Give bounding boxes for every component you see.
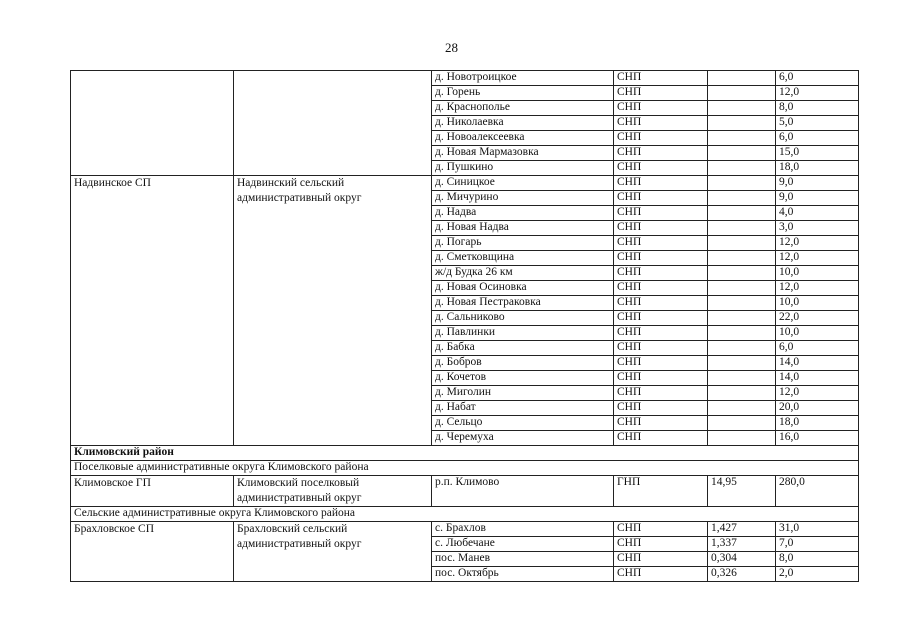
table-row (71, 522, 859, 537)
distance-cell: 8,0 (776, 101, 859, 116)
settlement-type-cell: СНП (614, 71, 708, 86)
distance-cell: 10,0 (776, 296, 859, 311)
settlement-name-cell: д. Миголин (432, 386, 614, 401)
settlement-name-cell: д. Новая Пестраковка (432, 296, 614, 311)
distance-cell: 10,0 (776, 326, 859, 341)
area-cell (708, 371, 776, 386)
settlement-name-cell: д. Николаевка (432, 116, 614, 131)
distance-cell: 7,0 (776, 537, 859, 552)
distance-cell: 14,0 (776, 356, 859, 371)
settlement-name-cell: р.п. Климово (432, 476, 614, 507)
settlement-type-cell: СНП (614, 296, 708, 311)
settlements-table (70, 70, 859, 582)
settlement-type-cell: СНП (614, 221, 708, 236)
settlement-type-cell: СНП (614, 326, 708, 341)
page-number: 28 (445, 40, 458, 55)
municipality-cell: Надвинское СП (71, 176, 234, 446)
settlement-type-cell: СНП (614, 371, 708, 386)
settlement-name-cell: д. Надва (432, 206, 614, 221)
settlement-type-cell: СНП (614, 206, 708, 221)
distance-cell: 14,0 (776, 371, 859, 386)
subsection-title: Сельские административные округа Климовского района (71, 507, 859, 522)
settlement-type-cell: ГНП (614, 476, 708, 507)
area-cell: 1,337 (708, 537, 776, 552)
settlement-name-cell: д. Новоалексеевка (432, 131, 614, 146)
distance-cell: 8,0 (776, 552, 859, 567)
distance-cell: 2,0 (776, 567, 859, 582)
distance-cell: 18,0 (776, 161, 859, 176)
area-cell (708, 161, 776, 176)
settlement-name-cell: д. Сальниково (432, 311, 614, 326)
area-cell (708, 191, 776, 206)
settlement-name-cell: д. Сельцо (432, 416, 614, 431)
distance-cell: 12,0 (776, 251, 859, 266)
area-cell (708, 101, 776, 116)
distance-cell: 6,0 (776, 131, 859, 146)
settlement-type-cell: СНП (614, 101, 708, 116)
distance-cell: 3,0 (776, 221, 859, 236)
settlement-type-cell: СНП (614, 311, 708, 326)
settlement-type-cell: СНП (614, 356, 708, 371)
area-cell (708, 251, 776, 266)
settlement-name-cell: д. Сметковщина (432, 251, 614, 266)
settlement-name-cell: д. Новая Осиновка (432, 281, 614, 296)
area-cell: 1,427 (708, 522, 776, 537)
settlement-name-cell: д. Павлинки (432, 326, 614, 341)
area-cell (708, 416, 776, 431)
settlement-type-cell: СНП (614, 552, 708, 567)
area-cell (708, 221, 776, 236)
settlement-name-cell: д. Мичурино (432, 191, 614, 206)
settlement-name-cell: д. Горень (432, 86, 614, 101)
distance-cell: 18,0 (776, 416, 859, 431)
subsection-title: Поселковые административные округа Климовского района (71, 461, 859, 476)
area-cell (708, 341, 776, 356)
area-cell (708, 281, 776, 296)
table-row (71, 476, 859, 507)
settlement-type-cell: СНП (614, 266, 708, 281)
distance-cell: 6,0 (776, 341, 859, 356)
settlement-name-cell: д. Краснополье (432, 101, 614, 116)
area-cell (708, 356, 776, 371)
settlement-type-cell: СНП (614, 522, 708, 537)
settlement-name-cell: д. Новотроицкое (432, 71, 614, 86)
distance-cell: 31,0 (776, 522, 859, 537)
settlement-type-cell: СНП (614, 537, 708, 552)
area-cell (708, 131, 776, 146)
okrug-cell: Надвинский сельский административный округ (234, 176, 432, 446)
area-cell (708, 311, 776, 326)
area-cell: 0,304 (708, 552, 776, 567)
settlement-name-cell: с. Любечане (432, 537, 614, 552)
municipality-cell: Брахловское СП (71, 522, 234, 582)
area-cell (708, 326, 776, 341)
distance-cell: 12,0 (776, 86, 859, 101)
settlement-name-cell: д. Кочетов (432, 371, 614, 386)
settlement-name-cell: д. Пушкино (432, 161, 614, 176)
settlement-name-cell: д. Синицкое (432, 176, 614, 191)
settlement-name-cell: д. Бобров (432, 356, 614, 371)
settlement-name-cell: д. Набат (432, 401, 614, 416)
distance-cell: 16,0 (776, 431, 859, 446)
settlement-type-cell: СНП (614, 431, 708, 446)
area-cell (708, 266, 776, 281)
table-body (71, 71, 859, 582)
settlement-type-cell: СНП (614, 236, 708, 251)
settlement-type-cell: СНП (614, 251, 708, 266)
settlement-name-cell: ж/д Будка 26 км (432, 266, 614, 281)
settlement-name-cell: пос. Октябрь (432, 567, 614, 582)
distance-cell: 20,0 (776, 401, 859, 416)
area-cell (708, 431, 776, 446)
distance-cell: 4,0 (776, 206, 859, 221)
distance-cell: 12,0 (776, 281, 859, 296)
settlement-type-cell: СНП (614, 567, 708, 582)
settlement-type-cell: СНП (614, 191, 708, 206)
table-row (71, 71, 859, 86)
distance-cell: 12,0 (776, 236, 859, 251)
settlement-type-cell: СНП (614, 386, 708, 401)
settlement-type-cell: СНП (614, 116, 708, 131)
distance-cell: 9,0 (776, 176, 859, 191)
area-cell (708, 86, 776, 101)
settlement-type-cell: СНП (614, 131, 708, 146)
area-cell (708, 401, 776, 416)
settlement-type-cell: СНП (614, 281, 708, 296)
area-cell (708, 116, 776, 131)
area-cell (708, 206, 776, 221)
table-row (71, 176, 859, 191)
distance-cell: 15,0 (776, 146, 859, 161)
subsection-row (71, 461, 859, 476)
area-cell (708, 71, 776, 86)
settlement-type-cell: СНП (614, 416, 708, 431)
area-cell (708, 386, 776, 401)
settlement-type-cell: СНП (614, 401, 708, 416)
distance-cell: 280,0 (776, 476, 859, 507)
section-row (71, 446, 859, 461)
area-cell: 14,95 (708, 476, 776, 507)
distance-cell: 12,0 (776, 386, 859, 401)
settlement-name-cell: пос. Манев (432, 552, 614, 567)
subsection-row (71, 507, 859, 522)
distance-cell: 5,0 (776, 116, 859, 131)
settlement-name-cell: д. Новая Надва (432, 221, 614, 236)
okrug-cell: Климовский поселковый административный округ (234, 476, 432, 507)
section-title: Климовский район (71, 446, 859, 461)
distance-cell: 10,0 (776, 266, 859, 281)
distance-cell: 22,0 (776, 311, 859, 326)
distance-cell: 9,0 (776, 191, 859, 206)
okrug-cell: Брахловский сельский административный округ (234, 522, 432, 582)
settlement-type-cell: СНП (614, 86, 708, 101)
municipality-cell (71, 71, 234, 176)
okrug-cell (234, 71, 432, 176)
settlement-name-cell: д. Бабка (432, 341, 614, 356)
area-cell (708, 296, 776, 311)
area-cell (708, 146, 776, 161)
settlement-name-cell: с. Брахлов (432, 522, 614, 537)
settlement-name-cell: д. Погарь (432, 236, 614, 251)
settlement-name-cell: д. Черемуха (432, 431, 614, 446)
settlement-type-cell: СНП (614, 161, 708, 176)
settlement-name-cell: д. Новая Мармазовка (432, 146, 614, 161)
settlement-type-cell: СНП (614, 146, 708, 161)
area-cell: 0,326 (708, 567, 776, 582)
municipality-cell: Климовское ГП (71, 476, 234, 507)
area-cell (708, 176, 776, 191)
distance-cell: 6,0 (776, 71, 859, 86)
settlement-type-cell: СНП (614, 176, 708, 191)
area-cell (708, 236, 776, 251)
settlement-type-cell: СНП (614, 341, 708, 356)
